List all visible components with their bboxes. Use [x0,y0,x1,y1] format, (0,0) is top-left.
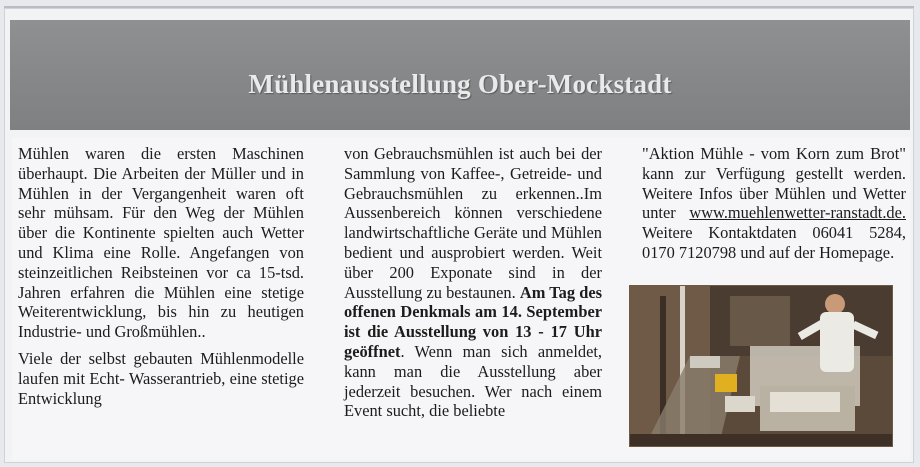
paragraph-contact [642,144,906,263]
opening-hours-text: Am Tag des offenen Denkmals am 14. September ist die Ausstellung von 13 - 17 Uhr geöffnet [344,282,602,361]
column-1 [18,144,304,408]
exhibition-photo [629,285,893,447]
column-3 [642,144,906,263]
paragraph-models: Viele der selbst gebauten Mühlenmodelle laufen mit Echt- Wasserantrieb, eine stetige Entwicklung [18,348,304,408]
exhibition-photo-illustration [630,286,892,446]
contact-text: Weitere Kontaktdaten 06041 5284, 0170 7120798 und auf der Homepage. [642,223,906,262]
visit-text: . Wenn man sich anmeldet, kann man die Ausstellung aber jederzeit besuchen. Wer nach einem Event sucht, die beliebte [344,341,602,421]
paragraph-intro: Mühlen waren die ersten Maschinen überhaupt. Die Arbeiten der Müller und in Mühlen in der Vergangenheit waren oft sehr mühsam. Für den Weg der Mühlen über die Kontinente spielten auch Wetter und Klima eine Rolle. Angefangen von steinzeitlichen Reibsteinen vor ca 15-tsd. Jahren erfahren die Mühlen eine stetige Weiterentwicklung, bis hin zu heutigen Industrie- und Großmühlen.. [18,144,304,342]
newspaper-page [4,6,914,463]
column-2 [344,144,602,421]
title-banner [10,20,910,130]
exhibits-text: von Gebrauchsmühlen ist auch bei der Sammlung von Kaffee-, Getreide- und Gebrauchsmühlen zu erkennen..Im Aussenbereich können verschiedene landwirtschaftliche Geräte und Mühlen bedient und ausprobiert werden. Weit über 200 Exponate sind in der Ausstellung zu bestaunen. [344,144,602,302]
article-body [12,138,910,460]
paragraph-exhibits [344,144,602,421]
aktion-text: "Aktion Mühle - vom Korn zum Brot" kann zur Verfügung gestellt werden. Weitere Infos über Mühlen und Wetter unter [642,144,906,223]
website-link[interactable]: www.muehlenwetter-ranstadt.de. [689,203,906,223]
article-title: Mühlenausstellung Ober-Mockstadt [248,68,672,99]
